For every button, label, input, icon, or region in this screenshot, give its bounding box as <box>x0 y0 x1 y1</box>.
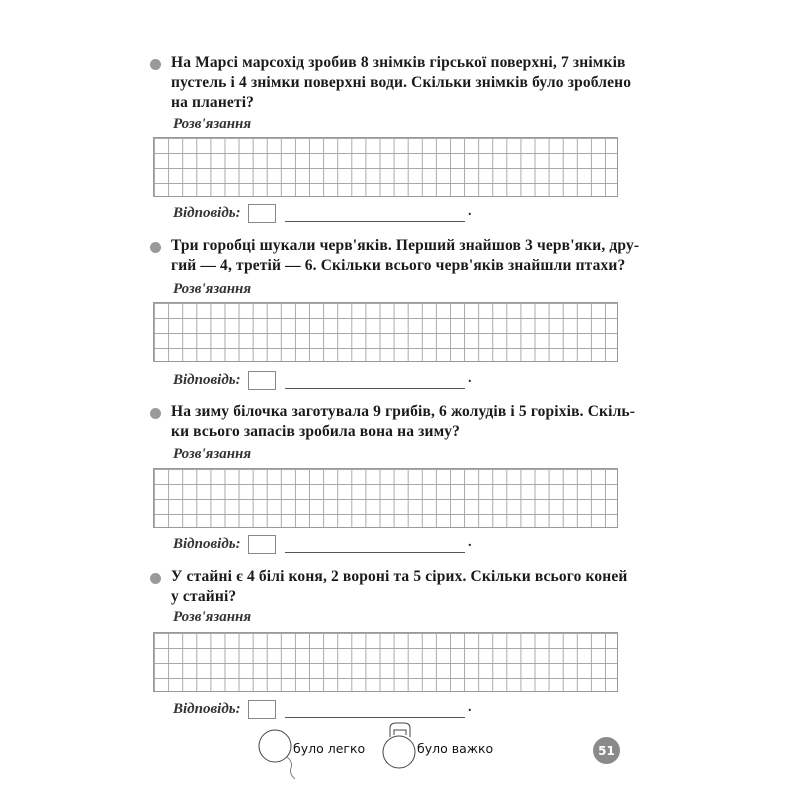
answer-box[interactable] <box>248 371 276 390</box>
answer-label: Відповідь: <box>173 701 241 717</box>
period: . <box>468 700 472 715</box>
period: . <box>468 204 472 219</box>
answer-line[interactable] <box>285 204 465 222</box>
period: . <box>468 535 472 550</box>
answer-box[interactable] <box>248 700 276 719</box>
task-text-line: На зиму білочка заготувала 9 грибів, 6 жолудів і 5 горіхів. Скіль- <box>171 403 636 420</box>
answer-label: Відповідь: <box>173 536 241 552</box>
task-text-line: гий — 4, третій — 6. Скільки всього черв'яків знайшли птахи? <box>171 257 626 274</box>
bullet-icon <box>150 408 161 419</box>
period: . <box>468 371 472 386</box>
task-text-line: ки всього запасів зробила вона на зиму? <box>171 423 461 440</box>
answer-line[interactable] <box>285 700 465 718</box>
bullet-icon <box>150 59 161 70</box>
kettlebell-icon[interactable] <box>380 722 420 782</box>
answer-box[interactable] <box>248 535 276 554</box>
solution-grid[interactable] <box>153 137 618 197</box>
answer-line[interactable] <box>285 535 465 553</box>
answer-label: Відповідь: <box>173 372 241 388</box>
solution-grid[interactable] <box>153 468 618 528</box>
easy-label: було легко <box>293 741 366 756</box>
solution-grid[interactable] <box>153 632 618 692</box>
task-text-line: на планеті? <box>171 94 255 111</box>
solution-label: Розв'язання <box>173 281 252 297</box>
solution-label: Розв'язання <box>173 116 252 132</box>
answer-line[interactable] <box>285 371 465 389</box>
bullet-icon <box>150 242 161 253</box>
page-number: 51 <box>593 737 620 764</box>
solution-label: Розв'язання <box>173 446 252 462</box>
task-text-line: На Марсі марсохід зробив 8 знімків гірської поверхні, 7 знімків <box>171 54 626 71</box>
task-text-line: У стайні є 4 білі коня, 2 вороні та 5 сірих. Скільки всього коней <box>171 568 628 585</box>
bullet-icon <box>150 573 161 584</box>
answer-box[interactable] <box>248 204 276 223</box>
answer-label: Відповідь: <box>173 205 241 221</box>
task-text-line: пустель і 4 знімки поверхні води. Скільки знімків було зроблено <box>171 74 632 91</box>
task-text-line: Три горобці шукали черв'яків. Перший знайшов 3 черв'яки, дру- <box>171 237 640 254</box>
solution-label: Розв'язання <box>173 609 252 625</box>
hard-label: було важко <box>417 741 494 756</box>
solution-grid[interactable] <box>153 302 618 362</box>
task-text-line: у стайні? <box>171 588 237 605</box>
